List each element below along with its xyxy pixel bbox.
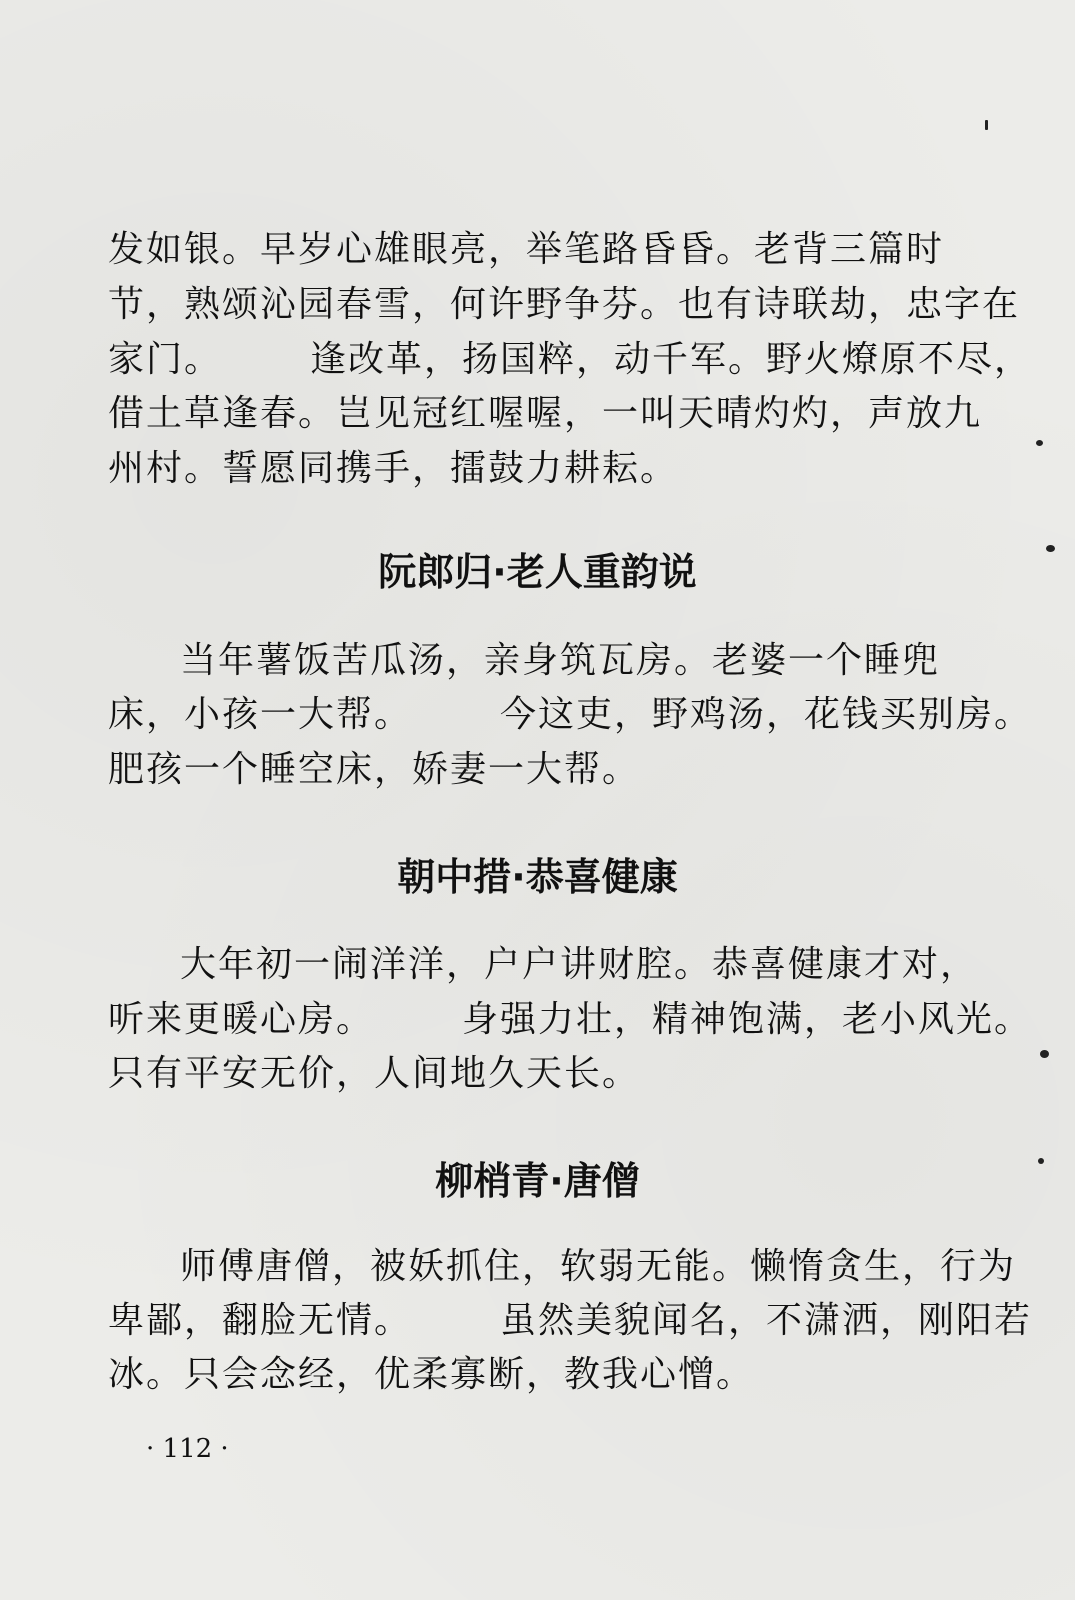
scan-speck xyxy=(985,120,988,130)
poem-1-line-5: 州村。誓愿同携手，擂鼓力耕耘。 xyxy=(108,448,679,489)
scan-speck xyxy=(1038,1158,1044,1164)
poem-3-line-1: 大年初一闹洋洋，户户讲财腔。恭喜健康才对， xyxy=(180,944,979,985)
poem-2-line-3: 肥孩一个睡空床，娇妻一大帮。 xyxy=(108,749,641,790)
poem-1-line-3-part-1: 家门。 xyxy=(108,339,223,380)
poem-4-line-2-part-1: 卑鄙，翻脸无情。 xyxy=(108,1300,413,1341)
poem-4-line-2-part-2: 虽然美貌闻名，不潇洒，刚阳若 xyxy=(500,1300,1033,1341)
poem-2-line-2-part-1: 床，小孩一大帮。 xyxy=(108,694,413,735)
poem-3-line-3: 只有平安无价，人间地久天长。 xyxy=(108,1053,641,1094)
poem-3-line-2 xyxy=(108,999,1033,1040)
poem-1-line-3-part-2: 逢改革，扬国粹，动千军。野火燎原不尽， xyxy=(310,339,1033,380)
poem-2-line-2-part-2: 今这吏，野鸡汤，花钱买别房。 xyxy=(500,694,1033,735)
poem-1-line-4: 借土草逢春。岂见冠红喔喔，一叫天晴灼灼，声放九 xyxy=(108,393,983,434)
poem-2-title: 阮郎归·老人重韵说 xyxy=(378,550,697,594)
poem-1-line-3 xyxy=(108,339,1033,380)
poem-4-line-1: 师傅唐僧，被妖抓住，软弱无能。懒惰贪生，行为 xyxy=(180,1246,1017,1287)
poem-3-line-2-part-1: 听来更暖心房。 xyxy=(108,999,375,1040)
poem-3-line-2-part-2: 身强力壮，精神饱满，老小风光。 xyxy=(462,999,1033,1040)
poem-1-line-1: 发如银。早岁心雄眼亮，举笔路昏昏。老背三篇时 xyxy=(108,229,945,270)
poem-4-line-2 xyxy=(108,1300,1033,1341)
poem-1-line-2: 节，熟颂沁园春雪，何许野争芬。也有诗联劫，忠字在 xyxy=(108,284,1021,325)
poem-4-title: 柳梢青·唐僧 xyxy=(435,1159,640,1203)
scan-speck xyxy=(1046,545,1055,552)
poem-2-line-2 xyxy=(108,694,1033,735)
poem-4-line-3: 冰。只会念经，优柔寡断，教我心憎。 xyxy=(108,1354,755,1395)
page-number: · 112 · xyxy=(146,1434,229,1464)
scan-speck xyxy=(1040,1050,1049,1058)
poem-3-title: 朝中措·恭喜健康 xyxy=(397,855,678,899)
poem-2-line-1: 当年薯饭苦瓜汤，亲身筑瓦房。老婆一个睡兜 xyxy=(180,640,941,681)
scan-speck xyxy=(1036,440,1043,446)
